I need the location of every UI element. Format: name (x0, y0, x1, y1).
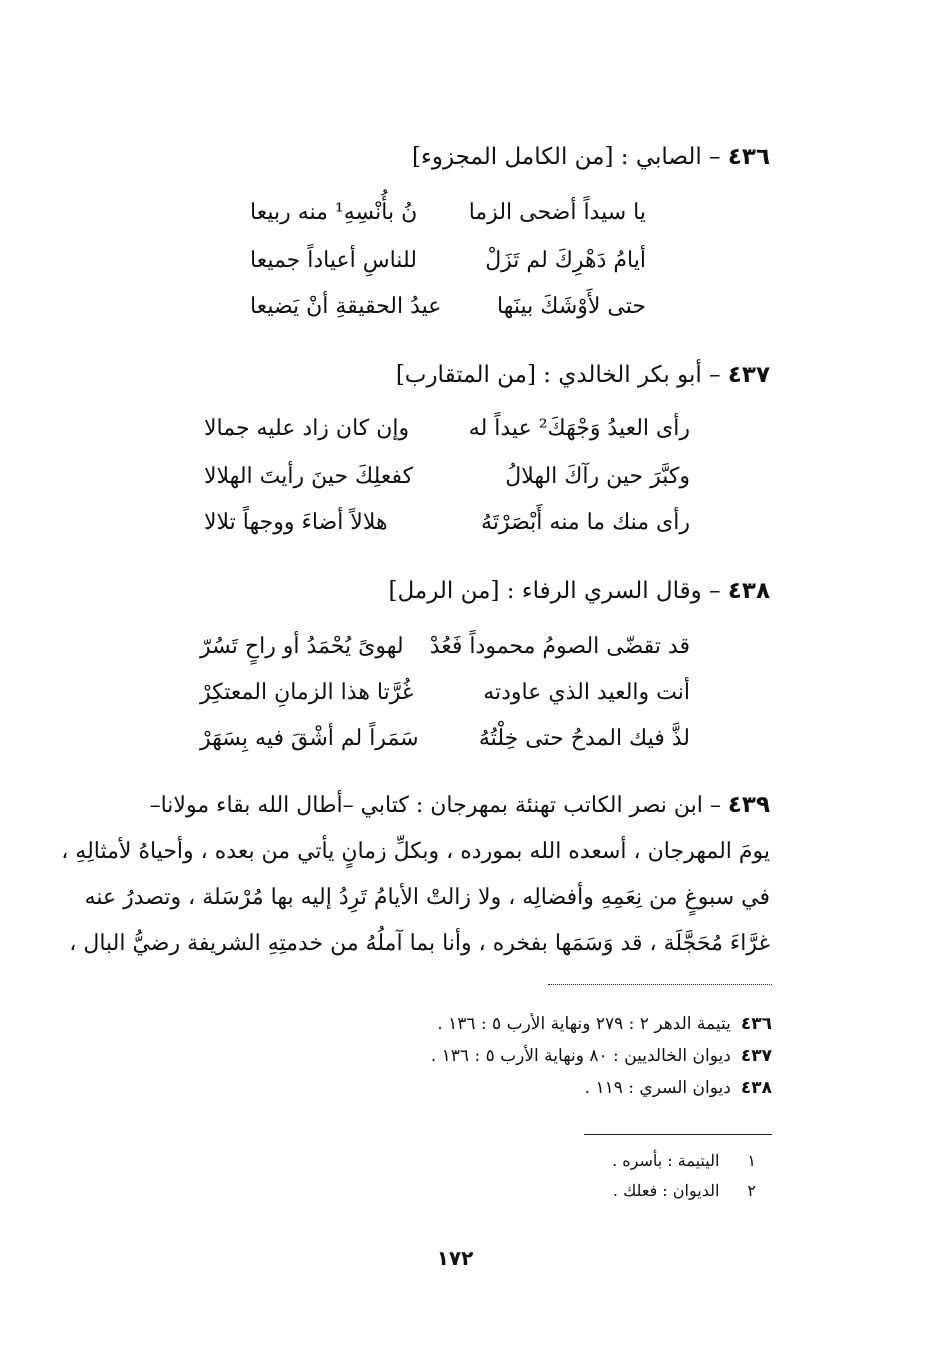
verse-second-hemistich: سَمَراً لم أشْقَ فيه بِسَهَرْ (200, 726, 419, 751)
prose-line: يومَ المهرجان ، أسعده الله بمورده ، وبكلِّ زمانٍ يأتي من بعده ، وأحياهُ لأمثالِهِ ، (61, 839, 770, 864)
entry-title: – وقال السري الرفاء : [من الرمل] (388, 578, 721, 604)
verse-second-hemistich: وإن كان زاد عليه جمالا (204, 416, 410, 441)
entry-heading-436 (412, 142, 770, 172)
verse-first-hemistich: لذَّ فيك المدحُ حتى خِلْتُهُ (478, 726, 690, 751)
source-number: ٤٣٨ (740, 1078, 772, 1098)
footnote-text: اليتيمة : بأسره . (612, 1151, 720, 1170)
source-text: ديوان الخالديين : ٨٠ ونهاية الأرب ٥ : ١٣٦ . (430, 1046, 731, 1066)
footnote (613, 1180, 756, 1202)
page-number: ١٧٢ (436, 1246, 474, 1270)
entry-heading-437 (396, 360, 770, 390)
verse-second-hemistich: غُرَّتا هذا الزمانِ المعتكِرْ (200, 680, 414, 705)
prose-text: – ابن نصر الكاتب تهنئة بمهرجان : كتابي –أطال الله بقاء مولانا– (149, 793, 721, 818)
verse-first-hemistich: قد تقضّى الصومُ محموداً فَعُدْ (429, 634, 690, 659)
entry-number: ٤٣٧ (727, 362, 770, 388)
footnote-number: ٢ (747, 1181, 756, 1200)
source-text: يتيمة الدهر ٢ : ٢٧٩ ونهاية الأرب ٥ : ١٣٦ . (437, 1014, 731, 1034)
verse-second-hemistich: نُ بأُنْسِهِ¹ منه ربيعا (250, 200, 418, 225)
prose-line: غرَّاءَ مُحَجَّلَة ، قد وَسَمَها بفخره ، وأنا بما آملُهُ من خدمتِهِ الشريفة رضيُّ البال ، (69, 931, 770, 956)
verse-second-hemistich: للناسِ أعياداً جميعا (250, 248, 417, 273)
source-note (431, 1044, 772, 1068)
verse-second-hemistich: كفعلِكَ حينَ رأيتَ الهلالا (204, 464, 414, 489)
sources-divider (548, 984, 772, 985)
verse-first-hemistich: أيامُ دَهْرِكَ لم تَزَلْ (485, 248, 646, 273)
source-note (437, 1012, 772, 1036)
verse-first-hemistich: يا سيداً أضحى الزما (468, 200, 646, 225)
verse-first-hemistich: رأى منك ما منه أَبْصَرْتَهُ (481, 510, 690, 535)
entry-number: ٤٣٨ (727, 578, 770, 604)
source-number: ٤٣٧ (740, 1046, 772, 1066)
source-number: ٤٣٦ (740, 1014, 772, 1034)
footnotes-divider (584, 1134, 772, 1135)
prose-paragraph-439 (61, 782, 770, 967)
entry-number: ٤٣٦ (727, 144, 770, 170)
verse-first-hemistich: وكبَّرَ حين رآكَ الهلالُ (505, 464, 690, 489)
verse-first-hemistich: رأى العيدُ وَجْهَكَ² عيداً له (468, 416, 690, 441)
verse-first-hemistich: أنت والعيد الذي عاودته (483, 680, 690, 705)
prose-line: في سبوغٍ من نِعَمِهِ وأفضالِه ، ولا زالتْ الأيامُ تَرِدُ إليه بها مُرْسَلة ، وتصدرُ عنه (84, 885, 770, 910)
prose-line (149, 782, 770, 829)
footnote (612, 1150, 756, 1172)
verse-second-hemistich: لهوىً يُحْمَدُ أو راحٍ تَسُرّ (200, 634, 404, 659)
verse-first-hemistich: حتى لأَوْشَكَ بينَها (497, 294, 646, 319)
source-note (585, 1076, 772, 1100)
entry-heading-438 (389, 576, 771, 606)
footnote-number: ١ (747, 1151, 756, 1170)
verse-second-hemistich: هلالاً أضاءَ ووجهاً تلالا (204, 510, 388, 535)
entry-number: ٤٣٩ (727, 792, 770, 818)
footnote-text: الديوان : فعلك . (612, 1181, 720, 1200)
verse-second-hemistich: عيدُ الحقيقةِ أنْ يَضيعا (250, 294, 442, 319)
entry-title: – الصابي : [من الكامل المجزوء] (412, 144, 721, 170)
entry-title: – أبو بكر الخالدي : [من المتقارب] (395, 362, 721, 388)
source-text: ديوان السري : ١١٩ . (584, 1078, 731, 1098)
